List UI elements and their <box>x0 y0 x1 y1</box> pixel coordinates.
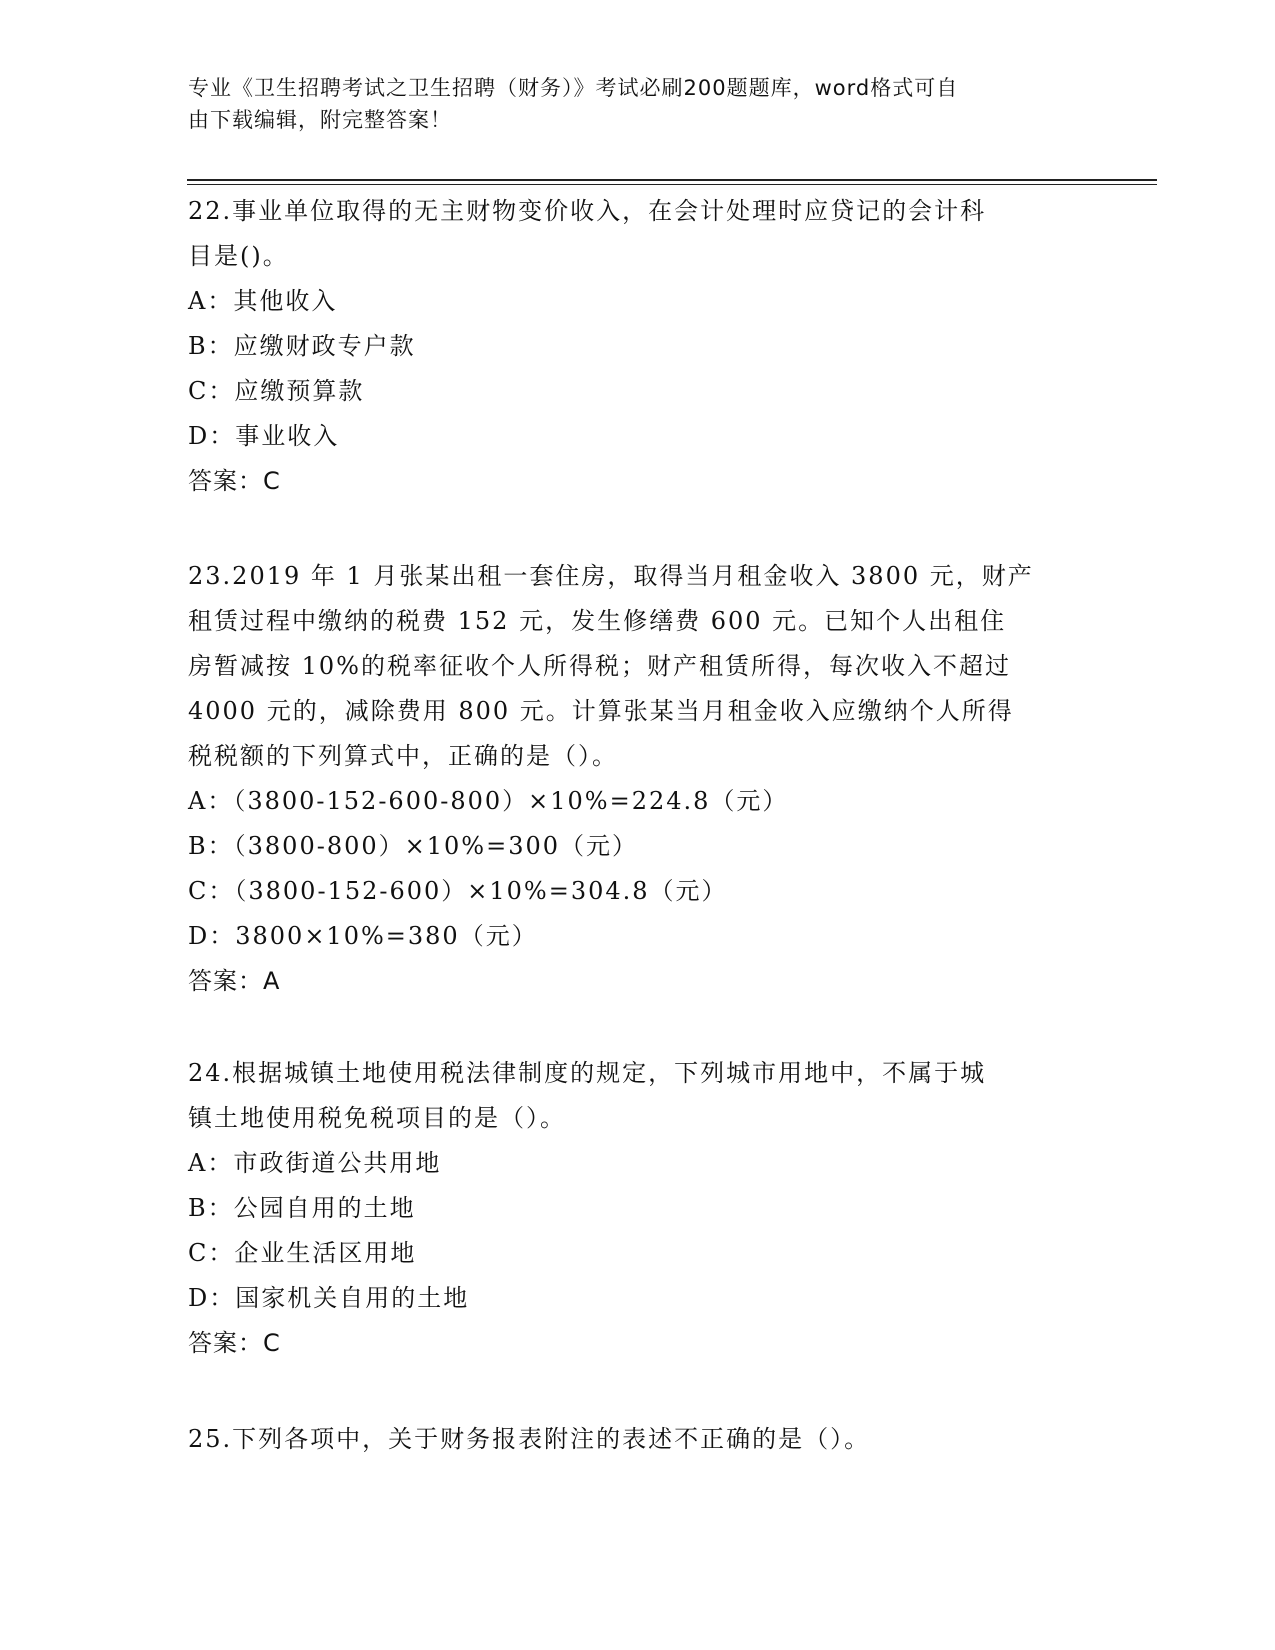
question-stem-line: 4000 元的，减除费用 800 元。计算张某当月租金收入应缴纳个人所得 <box>188 697 1014 725</box>
question-stem-line: 镇土地使用税免税项目的是（）。 <box>188 1104 566 1132</box>
header-line-1: 专业《卫生招聘考试之卫生招聘（财务）》考试必刷200题题库，word格式可自 <box>188 76 959 100</box>
question-stem-line: 目是()。 <box>188 242 289 270</box>
option-a: A：（3800-152-600-800）×10%=224.8（元） <box>188 787 789 815</box>
option-a: A：市政街道公共用地 <box>188 1149 442 1177</box>
answer-line: 答案：A <box>188 967 281 995</box>
option-c: C：企业生活区用地 <box>188 1239 417 1267</box>
question-stem-line: 24.根据城镇土地使用税法律制度的规定，下列城市用地中，不属于城 <box>188 1059 987 1087</box>
option-d: D：3800×10%=380（元） <box>188 922 538 950</box>
answer-line: 答案：C <box>188 467 281 495</box>
question-stem-line: 租赁过程中缴纳的税费 152 元，发生修缮费 600 元。已知个人出租住 <box>188 607 1007 635</box>
question-stem-line: 房暂减按 10%的税率征收个人所得税；财产租赁所得，每次收入不超过 <box>188 652 1011 680</box>
option-c: C：应缴预算款 <box>188 377 365 405</box>
question-22 <box>188 189 1088 504</box>
question-stem-line: 23.2019 年 1 月张某出租一套住房，取得当月租金收入 3800 元，财产 <box>188 562 1034 590</box>
question-25 <box>188 1417 1088 1462</box>
option-d: D：国家机关自用的土地 <box>188 1284 470 1312</box>
header-divider-thick <box>187 179 1157 181</box>
question-stem-line: 25.下列各项中，关于财务报表附注的表述不正确的是（）。 <box>188 1425 871 1453</box>
document-header <box>188 72 1068 136</box>
option-b: B：应缴财政专户款 <box>188 332 416 360</box>
header-line-2: 由下载编辑，附完整答案！ <box>188 108 452 132</box>
answer-line: 答案：C <box>188 1329 281 1357</box>
question-23 <box>188 554 1088 1004</box>
option-b: B：公园自用的土地 <box>188 1194 416 1222</box>
question-24 <box>188 1051 1088 1366</box>
question-stem-line: 税税额的下列算式中，正确的是（）。 <box>188 742 618 770</box>
question-stem-line: 22.事业单位取得的无主财物变价收入，在会计处理时应贷记的会计科 <box>188 197 987 225</box>
option-d: D：事业收入 <box>188 422 340 450</box>
option-a: A：其他收入 <box>188 287 338 315</box>
option-c: C：（3800-152-600）×10%=304.8（元） <box>188 877 728 905</box>
header-divider-thin <box>187 184 1157 185</box>
option-b: B：（3800-800）×10%=300（元） <box>188 832 639 860</box>
